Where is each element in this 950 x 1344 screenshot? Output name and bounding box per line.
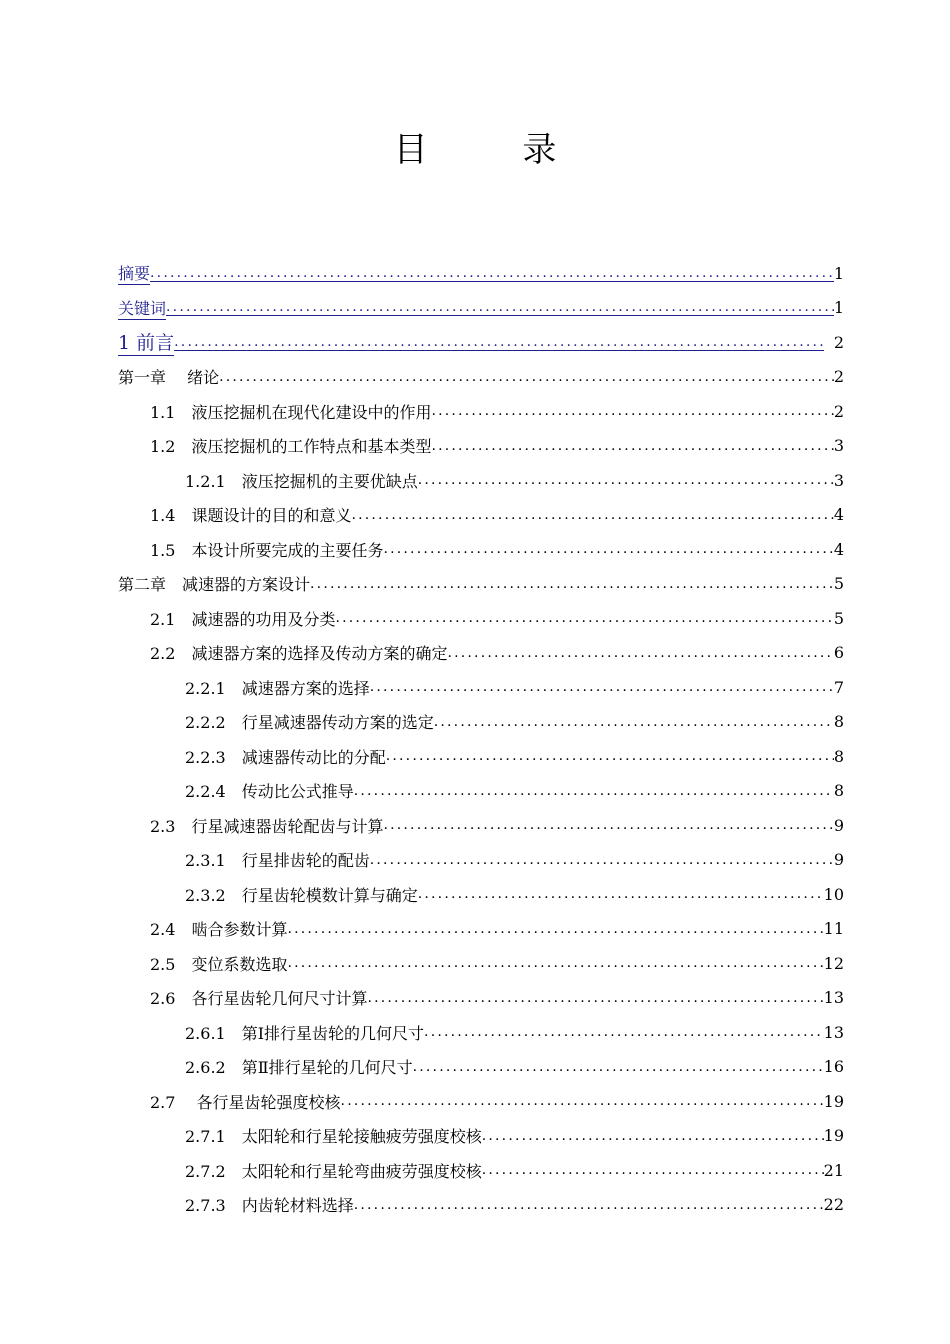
table-of-contents (118, 256, 844, 1222)
toc-entry-label: 2.6.1 第Ⅰ排行星齿轮的几何尺寸 (185, 1023, 425, 1043)
toc-entry (118, 1050, 844, 1085)
toc-dot-leader (219, 369, 834, 385)
toc-entry (118, 946, 844, 981)
toc-entry-page-number: 5 (833, 608, 844, 628)
toc-entry-label: 2.4 啮合参数计算 (150, 920, 288, 940)
toc-dot-leader (150, 265, 834, 282)
toc-entry (118, 670, 844, 705)
toc-entry (118, 429, 844, 464)
toc-link-entry[interactable] (118, 325, 844, 360)
toc-dot-leader (351, 507, 833, 523)
toc-entry-page-number: 3 (833, 470, 844, 490)
toc-dot-leader (431, 403, 833, 419)
toc-entry-page-number: 1 (833, 298, 844, 318)
toc-entry-label: 2.7.1 太阳轮和行星轮接触疲劳强度校核 (185, 1127, 482, 1147)
toc-entry-page-number: 13 (823, 1022, 844, 1042)
toc-dot-leader (341, 1093, 824, 1109)
toc-dot-leader (418, 886, 824, 902)
toc-entry (118, 739, 844, 774)
toc-entry-page-number: 19 (823, 1091, 844, 1111)
toc-entry (118, 843, 844, 878)
toc-dot-leader (287, 955, 823, 971)
toc-entry (118, 1084, 844, 1119)
toc-entry-page-number: 4 (833, 539, 844, 559)
toc-entry-page-number: 13 (823, 988, 844, 1008)
toc-entry (118, 877, 844, 912)
toc-entry-label: 1.2 液压挖掘机的工作特点和基本类型 (150, 437, 432, 457)
toc-entry-page-number: 8 (833, 746, 844, 766)
toc-entry-label: 2.1 减速器的功用及分类 (150, 609, 336, 629)
toc-dot-leader (174, 334, 824, 351)
toc-entry-label: 2.6 各行星齿轮几何尺寸计算 (150, 989, 368, 1009)
toc-entry (118, 498, 844, 533)
toc-entry-page-number: 21 (823, 1160, 844, 1180)
toc-entry (118, 1015, 844, 1050)
toc-entry-page-number: 5 (833, 574, 844, 594)
toc-dot-leader (418, 472, 834, 488)
toc-dot-leader (310, 576, 834, 592)
toc-entry (118, 463, 844, 498)
toc-entry (118, 1188, 844, 1223)
toc-entry-label: 第一章 绪论 (118, 368, 220, 388)
toc-entry-page-number: 1 (833, 263, 844, 283)
toc-entry-label: 2.2.2 行星减速器传动方案的选定 (185, 713, 434, 733)
toc-dot-leader (354, 783, 834, 799)
toc-entry-page-number: 4 (833, 505, 844, 525)
toc-entry-label: 2.7.2 太阳轮和行星轮弯曲疲劳强度校核 (185, 1161, 482, 1181)
toc-dot-leader (431, 438, 833, 454)
toc-entry-page-number: 9 (833, 815, 844, 835)
toc-entry (118, 601, 844, 636)
toc-dot-leader (287, 921, 823, 937)
toc-entry-label: 2.2.1 减速器方案的选择 (185, 678, 370, 698)
toc-entry (118, 636, 844, 671)
toc-entry-label: 第二章 减速器的方案设计 (118, 575, 311, 595)
toc-entry-page-number: 2 (833, 401, 844, 421)
toc-entry-label: 关键词 (118, 296, 166, 320)
toc-entry-page-number: 8 (833, 781, 844, 801)
toc-dot-leader (424, 1024, 824, 1040)
toc-entry (118, 981, 844, 1016)
toc-entry-label: 1.1 液压挖掘机在现代化建设中的作用 (150, 402, 432, 422)
toc-entry-page-number: 11 (823, 919, 844, 939)
toc-link-entry[interactable] (118, 256, 844, 291)
toc-dot-leader (166, 299, 834, 316)
toc-link-entry[interactable] (118, 291, 844, 326)
toc-entry-label: 2.2 减速器方案的选择及传动方案的确定 (150, 644, 448, 664)
toc-dot-leader (447, 645, 833, 661)
toc-entry (118, 1153, 844, 1188)
toc-dot-leader (354, 1197, 824, 1213)
toc-dot-leader (383, 817, 833, 833)
toc-entry-page-number: 2 (833, 332, 844, 352)
toc-entry-page-number: 8 (833, 712, 844, 732)
toc-entry-page-number: 12 (823, 953, 844, 973)
toc-entry-label: 2.2.4 传动比公式推导 (185, 782, 354, 802)
toc-entry (118, 912, 844, 947)
toc-entry-page-number: 19 (823, 1126, 844, 1146)
toc-entry-page-number: 9 (833, 850, 844, 870)
toc-dot-leader (367, 990, 823, 1006)
toc-entry (118, 774, 844, 809)
toc-entry-label: 2.5 变位系数选取 (150, 954, 288, 974)
toc-entry-label: 2.2.3 减速器传动比的分配 (185, 747, 386, 767)
toc-entry-page-number: 7 (833, 677, 844, 697)
toc-entry-label: 2.3 行星减速器齿轮配齿与计算 (150, 816, 384, 836)
toc-entry-label: 1.2.1 液压挖掘机的主要优缺点 (185, 471, 418, 491)
toc-entry-label: 摘要 (118, 261, 150, 285)
toc-dot-leader (482, 1128, 824, 1144)
toc-entry-label: 2.3.2 行星齿轮模数计算与确定 (185, 885, 418, 905)
toc-dot-leader (370, 852, 834, 868)
toc-dot-leader (335, 610, 833, 626)
toc-entry (118, 808, 844, 843)
toc-entry (118, 532, 844, 567)
toc-dot-leader (386, 748, 834, 764)
toc-entry-label: 1.4 课题设计的目的和意义 (150, 506, 352, 526)
toc-entry-page-number: 22 (823, 1195, 844, 1215)
toc-entry (118, 360, 844, 395)
page-title: 目 录 (393, 130, 599, 170)
toc-dot-leader (370, 679, 834, 695)
toc-entry-page-number: 3 (833, 436, 844, 456)
toc-entry-page-number: 16 (823, 1057, 844, 1077)
toc-dot-leader (434, 714, 834, 730)
toc-entry-label: 2.6.2 第Ⅱ排行星轮的几何尺寸 (185, 1058, 413, 1078)
toc-entry (118, 705, 844, 740)
toc-entry-label: 2.7.3 内齿轮材料选择 (185, 1196, 354, 1216)
toc-entry-label: 1 前言 (118, 328, 174, 356)
toc-dot-leader (482, 1162, 824, 1178)
toc-entry-label: 1.5 本设计所要完成的主要任务 (150, 540, 384, 560)
toc-entry-page-number: 6 (833, 643, 844, 663)
toc-entry (118, 1119, 844, 1154)
toc-entry-label: 2.7 各行星齿轮强度校核 (150, 1092, 341, 1112)
toc-dot-leader (383, 541, 833, 557)
toc-entry-page-number: 10 (823, 884, 844, 904)
toc-entry (118, 567, 844, 602)
toc-entry (118, 394, 844, 429)
toc-dot-leader (413, 1059, 824, 1075)
toc-entry-label: 2.3.1 行星排齿轮的配齿 (185, 851, 370, 871)
toc-entry-page-number: 2 (833, 367, 844, 387)
